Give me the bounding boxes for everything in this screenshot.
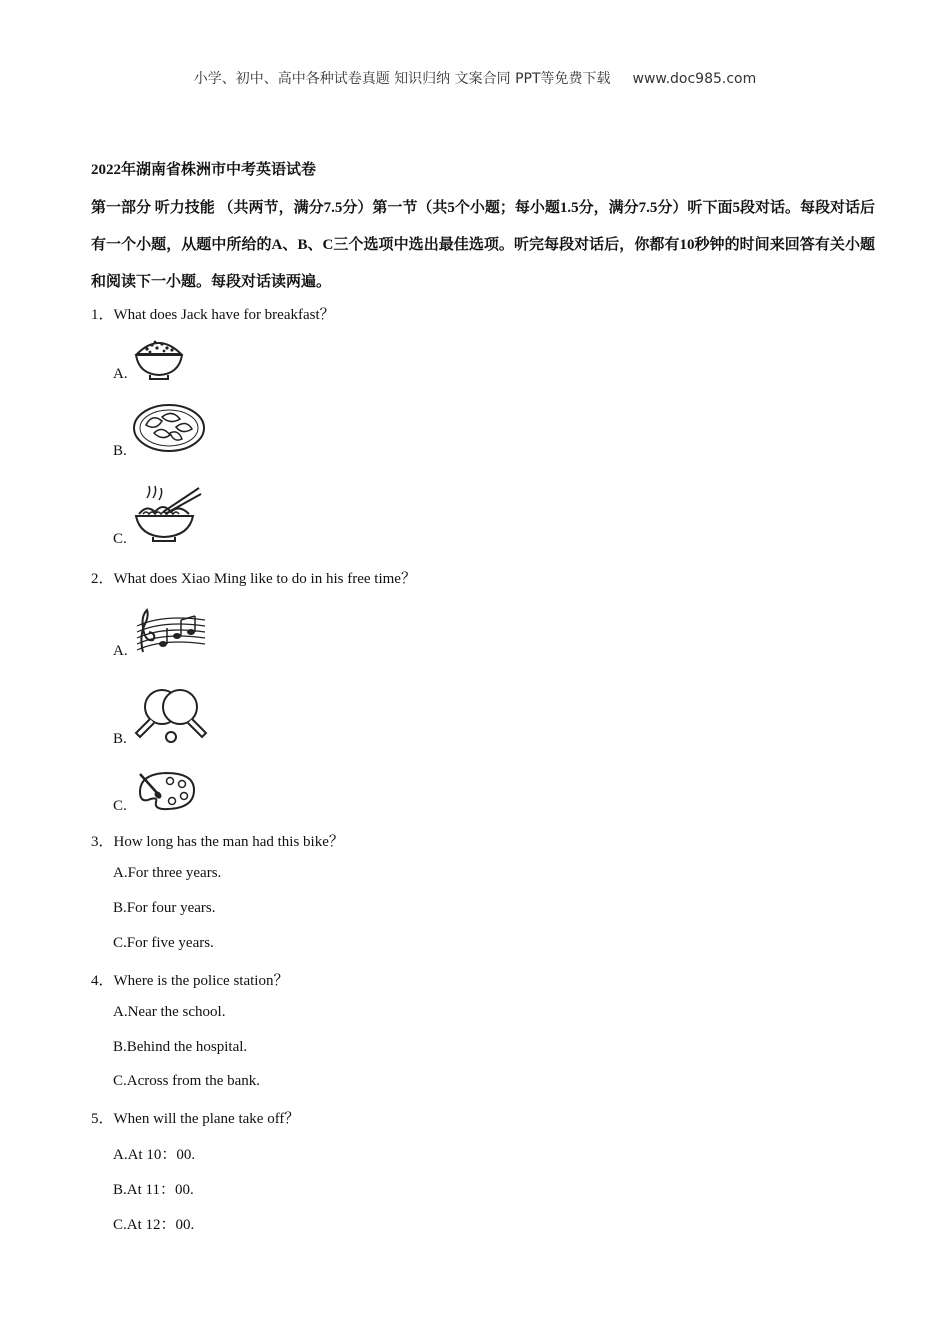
noodles-bowl-icon	[133, 484, 203, 544]
q2-option-b-label[interactable]: B.	[113, 731, 127, 747]
rice-bowl-icon	[133, 334, 185, 382]
dumplings-plate-icon	[132, 403, 206, 453]
ping-pong-icon	[132, 687, 212, 745]
q5-option-c[interactable]: C.At 12：00.	[113, 1217, 195, 1233]
header-text: 小学、初中、高中各种试卷真题 知识归纳 文案合同 PPT等免费下载	[193, 71, 611, 87]
section-intro: 第一部分 听力技能 （共两节，满分7.5分）第一节（共5个小题；每小题1.5分，满分7.5分）听下面5段对话。每段对话后有一个小题，从题中所给的A、B、C三个选项中选出最佳选项。听完每段对话后，你都有10秒钟的时间来回答有关小题和阅读下一小题。每段对话读两遍。	[91, 200, 875, 290]
q3-option-b[interactable]: B.For four years.	[113, 900, 216, 916]
exam-title: 2022年湖南省株洲市中考英语试卷	[91, 162, 317, 178]
q1-option-b-label[interactable]: B.	[113, 443, 127, 459]
q5-option-b[interactable]: B.At 11：00.	[113, 1182, 194, 1198]
music-notes-icon	[133, 606, 209, 660]
q2-option-a-label[interactable]: A.	[113, 643, 128, 659]
header-site-link[interactable]: www.doc985.com	[632, 71, 757, 87]
q4-option-c[interactable]: C.Across from the bank.	[113, 1073, 261, 1089]
q4-option-b[interactable]: B.Behind the hospital.	[113, 1039, 248, 1055]
q4-option-a[interactable]: A.Near the school.	[113, 1004, 226, 1020]
q5-option-a[interactable]: A.At 10：00.	[113, 1147, 196, 1163]
q3-option-a[interactable]: A.For three years.	[113, 865, 222, 881]
q2-option-c-label[interactable]: C.	[113, 798, 127, 814]
question-3: 3．How long has the man had this bike？	[91, 834, 344, 850]
q1-option-c-label[interactable]: C.	[113, 531, 127, 547]
q3-option-c[interactable]: C.For five years.	[113, 935, 214, 951]
page-header	[0, 68, 950, 88]
question-4: 4．Where is the police station？	[91, 973, 289, 989]
paint-palette-icon	[134, 770, 198, 812]
q1-option-a-label[interactable]: A.	[113, 366, 128, 382]
question-1: 1．What does Jack have for breakfast？	[91, 307, 335, 323]
question-5: 5．When will the plane take off？	[91, 1111, 300, 1127]
question-2: 2．What does Xiao Ming like to do in his free time？	[91, 571, 416, 587]
